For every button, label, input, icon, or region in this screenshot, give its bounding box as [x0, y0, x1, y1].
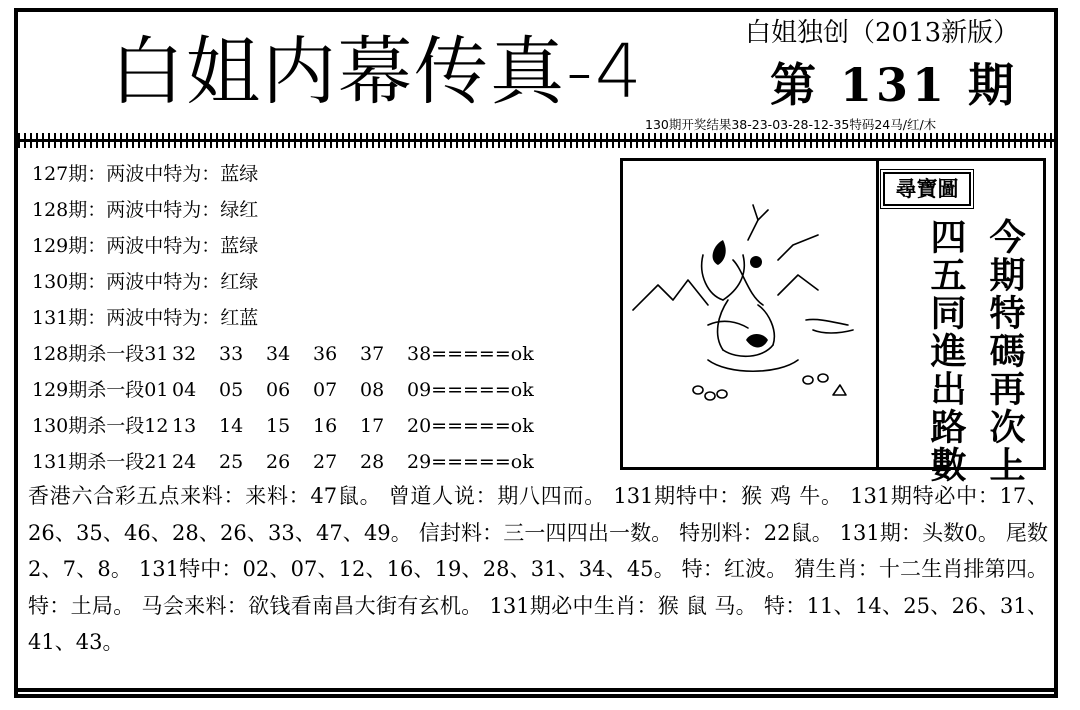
kill-number: 13 [172, 415, 197, 437]
kill-number: 08 [360, 379, 385, 401]
kill-number: 04 [172, 379, 197, 401]
kill-number: 27 [313, 451, 338, 473]
kill-number: 37 [360, 343, 385, 365]
kill-section-row [32, 372, 612, 408]
kill-number: 36 [313, 343, 338, 365]
kill-number: 24 [172, 451, 197, 473]
kill-number: 28 [360, 451, 385, 473]
treasure-hint-line1: 今期特碼再次上 [984, 218, 1026, 484]
wave-prediction-row: 129期：两波中特为：蓝绿 [32, 235, 259, 257]
kill-label: 130期杀一段12 [32, 415, 169, 437]
wave-prediction-row: 128期：两波中特为：绿红 [32, 199, 259, 221]
kill-section-row [32, 336, 612, 372]
kill-number: 32 [172, 343, 197, 365]
prediction-list [32, 156, 612, 480]
previous-result: 130期开奖结果38-23-03-28-12-35特码24马/红/木 [645, 117, 937, 132]
tips-paragraph: 香港六合彩五点来料：来料：47鼠。 曾道人说：期八四而。 131期特中：猴 鸡 牛。 131期特必中：17、26、35、46、28、26、33、47、49。 信封料：三一四四出一数。 特别料：22鼠。 131期：头数0。 尾数2、7、8。 131特中：02、07、12、16、19、28、31、34、45。 特：红波。 猜生肖：十二生肖排第四。 特：土局。 马会来料：欲钱看南昌大街有玄机。 131期必中生肖：猴 鼠 马。 特：11、14、25、26、31、41、43。 [28, 484, 1048, 654]
bottom-border [18, 688, 1054, 692]
kill-number: 34 [266, 343, 291, 365]
kill-number: 25 [219, 451, 244, 473]
kill-result: 38=====ok [407, 343, 534, 365]
kill-number: 06 [266, 379, 291, 401]
kill-label: 131期杀一段21 [32, 451, 169, 473]
treasure-map-label: 尋寶圖 [883, 172, 971, 206]
kill-section-row [32, 408, 612, 444]
kill-number: 17 [360, 415, 385, 437]
page-title: 白姐内幕传真-4 [110, 29, 644, 115]
treasure-map-illustration [628, 200, 868, 430]
kill-number: 16 [313, 415, 338, 437]
kill-number: 15 [266, 415, 291, 437]
wave-prediction-row: 127期：两波中特为：蓝绿 [32, 163, 259, 185]
kill-result: 20=====ok [407, 415, 534, 437]
kill-result: 29=====ok [407, 451, 534, 473]
treasure-divider [876, 160, 879, 468]
kill-result: 09=====ok [407, 379, 534, 401]
kill-section-row [32, 444, 612, 480]
kill-label: 128期杀一段31 [32, 343, 169, 365]
kill-label: 129期杀一段01 [32, 379, 169, 401]
kill-number: 33 [219, 343, 244, 365]
issue-number: 第 131 期 [770, 58, 1019, 112]
wave-prediction-row: 130期：两波中特为：红绿 [32, 271, 259, 293]
edition-label: 白姐独创（2013新版） [745, 18, 1020, 48]
kill-number: 05 [219, 379, 244, 401]
kill-number: 26 [266, 451, 291, 473]
wave-prediction-row: 131期：两波中特为：红蓝 [32, 307, 259, 329]
treasure-hint-line2: 四五同進出路數 [925, 218, 967, 484]
header-divider [18, 139, 1054, 142]
kill-number: 14 [219, 415, 244, 437]
kill-number: 07 [313, 379, 338, 401]
